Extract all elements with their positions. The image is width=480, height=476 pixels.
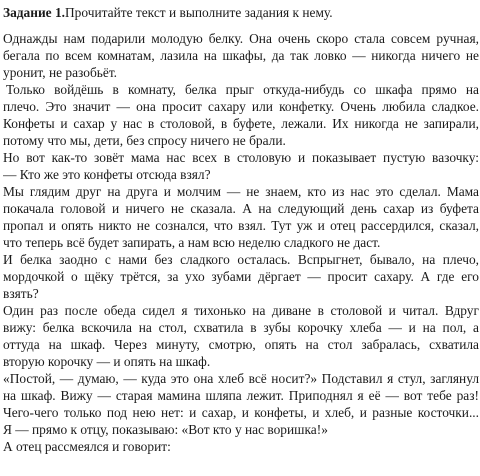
text-line: вижу: белка вскочила на стол, схватила в зубы корочку хлеба — и на пол, а: [3, 320, 479, 335]
text-line: И белка заодно с нами без сладкого осталась. Вспрыгнет, бывало, на плечо,: [3, 252, 479, 267]
text-line: Только войдёшь в комнату, белка прыг откуда-нибудь со шкафа прямо на: [6, 82, 479, 97]
text-line: А отец рассмеялся и говорит:: [3, 439, 171, 454]
text-line: бегала по всем комнатам, лазила на шкафы, да так ловко — никогда ничего не: [3, 48, 479, 63]
text-line: на шкаф. Вижу — старая мамина шляпа лежит. Приподнял я её — вот тебе раз!: [3, 388, 479, 403]
task-label: Задание 1.: [3, 5, 65, 20]
text-line: плечо. Это значит — она просит сахару или конфетку. Очень любила сладкое.: [3, 99, 479, 114]
document-page: [3, 4, 479, 455]
text-line: Конфеты и сахар у нас в столовой, в буфете, лежали. Их никогда не запирали,: [3, 116, 479, 131]
text-line: взять?: [3, 286, 39, 301]
text-line: вторую корочку — и опять на шкаф.: [3, 354, 211, 369]
text-line: пропал и опять никто не сознался, что взял. Тут уж и отец рассердился, сказал,: [3, 218, 479, 233]
text-line: Один раз после обеда сидел я тихонько на диване в столовой и читал. Вдруг: [3, 303, 479, 318]
text-line: — Кто же это конфеты отсюда взял?: [3, 167, 211, 182]
text-line: уронит, не разобьёт.: [3, 65, 118, 80]
text-line: Чего-чего только под нею нет: и сахар, и конфеты, и хлеб, и разные косточки...: [3, 405, 479, 420]
text-line: Однажды нам подарили молодую белку. Она очень скоро стала совсем ручная,: [3, 31, 479, 46]
text-line: потому что мы, дети, без спросу ничего не брали.: [3, 133, 286, 148]
task-instruction: Прочитайте текст и выполните задания к нему.: [65, 5, 333, 20]
text-line: мордочкой о щёку трётся, за ухо зубами дёргает — просит сахару. А где его: [3, 269, 479, 284]
text-line: Я — прямо к отцу, показываю: «Вот кто у нас воришка!»: [3, 422, 328, 437]
text-line: оттуда на шкаф. Через минуту, смотрю, опять на стол забралась, схватила: [3, 337, 479, 352]
text-line: Но вот как-то зовёт мама нас всех в столовую и показывает пустую вазочку:: [3, 150, 479, 165]
text-line: покачала головой и ничего не сказала. А на следующий день сахар из буфета: [3, 201, 479, 216]
text-line: «Постой, — думаю, — куда это она хлеб всё носит?» Подставил я стул, заглянул: [3, 371, 479, 386]
text-line: Мы глядим друг на друга и молчим — не знаем, кто из нас это сделал. Мама: [3, 184, 479, 199]
story-text: [3, 30, 479, 455]
text-line: что теперь всё будет запирать, а нам всю неделю сладкого не даст.: [3, 235, 381, 250]
task-header: [3, 4, 479, 21]
